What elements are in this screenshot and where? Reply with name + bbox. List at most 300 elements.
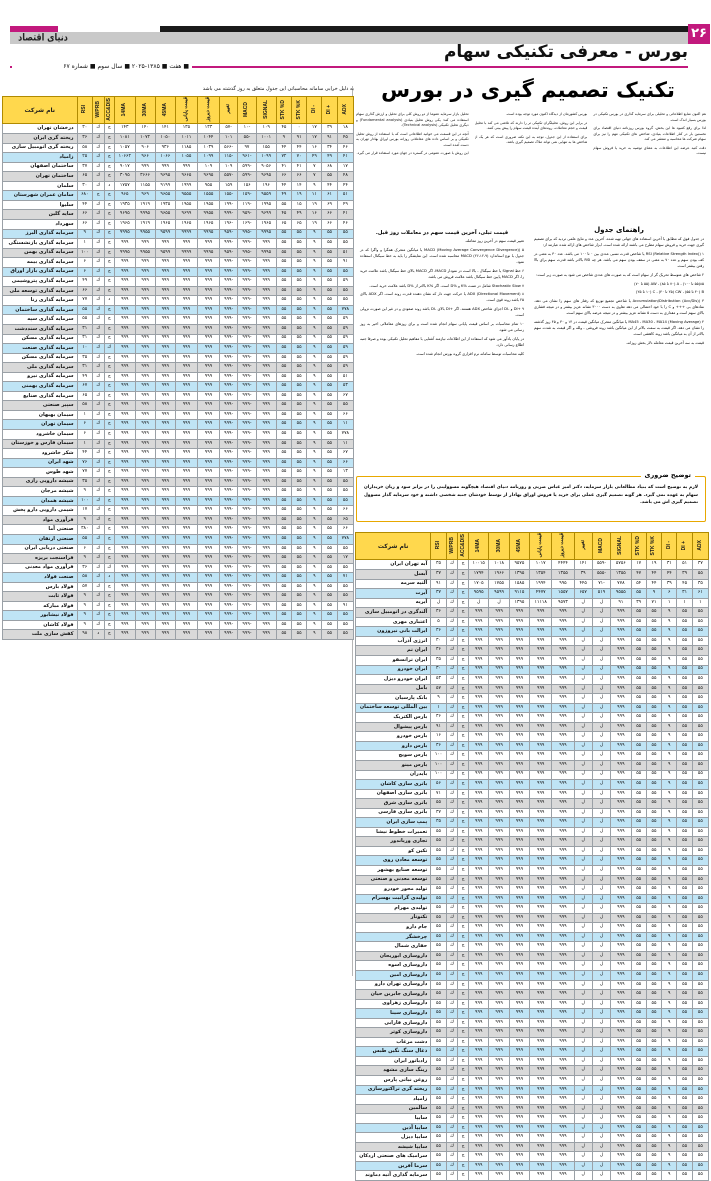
cell-adx: ۵۵ [692, 894, 708, 904]
table-row[interactable] [3, 592, 354, 602]
cell-pdi: ۵۵ [677, 636, 692, 646]
column-header-p_last[interactable] [175, 97, 197, 124]
cell-change: ل [574, 684, 592, 694]
table-row[interactable] [3, 544, 354, 554]
table-row[interactable] [356, 1009, 709, 1019]
cell-ma14: ۹۶۹۵ [115, 210, 135, 220]
cell-change: -۹۹۹ [220, 286, 238, 296]
table-row[interactable] [3, 363, 354, 373]
cell-wpr: ك [446, 980, 458, 990]
table-row[interactable] [3, 181, 354, 191]
table-row[interactable] [356, 598, 709, 608]
table-row[interactable] [356, 694, 709, 704]
cell-change: ل [574, 1123, 592, 1133]
cell-wpr: ك [446, 780, 458, 790]
stock-table-top[interactable] [2, 96, 354, 640]
cell-rsi: ۳۷ [431, 589, 446, 599]
table-row[interactable] [356, 560, 709, 570]
table-row[interactable] [3, 344, 354, 354]
table-row[interactable] [3, 611, 354, 621]
column-header-label: ADX [696, 539, 703, 551]
cell-p_last: ۹۹۹ [530, 818, 552, 828]
column-header-wpr[interactable] [446, 533, 458, 560]
cell-rsi: ۵۵ [431, 1142, 446, 1152]
cell-macd: -۹۹۹ [238, 573, 256, 583]
cell-ma14: ۹۹۹ [468, 1028, 488, 1038]
cell-ma30: ۹۹۹ [489, 1114, 509, 1124]
table-row[interactable] [3, 239, 354, 249]
column-header-signal[interactable] [611, 533, 631, 560]
column-header-ma30[interactable] [489, 533, 509, 560]
cell-macd: ل [592, 951, 610, 961]
cell-ndi: ۹ [662, 1018, 677, 1028]
cell-change: ل [574, 1037, 592, 1047]
cell-ndi: ۹ [662, 789, 677, 799]
cell-signal: ۹۹۹ [256, 535, 276, 545]
table-row[interactable] [3, 210, 354, 220]
table-row[interactable] [3, 248, 354, 258]
stock-table-bottom[interactable] [355, 532, 709, 1181]
column-header-ndi[interactable] [307, 97, 322, 124]
cell-change: ل [574, 1085, 592, 1095]
cell-rsi: ۵۵ [77, 315, 92, 325]
table-row[interactable] [3, 315, 354, 325]
cell-macd: ل [592, 837, 610, 847]
table-row[interactable] [3, 573, 354, 583]
cell-company-name: پمپ سازی ایران [356, 818, 431, 828]
table-row[interactable] [356, 713, 709, 723]
cell-company-name: باتری سازی اصفهان [356, 789, 431, 799]
cell-p_last: ۹۹۹ [530, 780, 552, 790]
table-row[interactable] [356, 856, 709, 866]
cell-adx: ۵۵ [692, 961, 708, 971]
cell-accdis: ج [458, 1066, 469, 1076]
cell-change: ل [574, 980, 592, 990]
cell-stk_d: ۵۵ [631, 1066, 646, 1076]
table-row[interactable] [356, 1142, 709, 1152]
cell-ma45: ۹۹۹ [155, 429, 175, 439]
cell-signal: ۹۹۹ [611, 971, 631, 981]
table-row[interactable] [356, 722, 709, 732]
cell-stk_k: ۵۵ [292, 458, 307, 468]
table-row[interactable] [356, 589, 709, 599]
table-row[interactable] [3, 506, 354, 516]
table-row[interactable] [356, 885, 709, 895]
cell-stk_d: ۴۵ [276, 210, 291, 220]
article-title: تکنیک تصمیم گیری در بورس [381, 78, 675, 102]
table-row[interactable] [3, 630, 354, 640]
table-row[interactable] [356, 579, 709, 589]
cell-macd: ل [592, 646, 610, 656]
table-row[interactable] [356, 894, 709, 904]
cell-stk_k: ۵۵ [646, 1161, 661, 1171]
table-row[interactable] [3, 401, 354, 411]
column-header-ma14[interactable] [115, 97, 135, 124]
cell-p_last: ۱۱۸۵ [175, 143, 197, 153]
column-header-rsi[interactable] [77, 97, 92, 124]
column-header-rsi[interactable] [431, 533, 446, 560]
table-row[interactable] [356, 570, 709, 580]
cell-stk_d: ۵۵ [276, 248, 291, 258]
cell-signal: ۹۶۹۵ [256, 172, 276, 182]
cell-ma45: ۹۹۹ [509, 1152, 529, 1162]
table-row[interactable] [356, 1171, 709, 1181]
cell-ma45: ۹۹۹ [155, 477, 175, 487]
cell-ndi: ۹ [662, 846, 677, 856]
cell-ndi: ۹ [307, 563, 322, 573]
table-row[interactable] [356, 846, 709, 856]
cell-p_prev: ۹۹۹ [552, 913, 574, 923]
cell-ma14: ۹۹۹ [468, 694, 488, 704]
table-row[interactable] [356, 1095, 709, 1105]
table-row[interactable] [356, 980, 709, 990]
cell-wpr: ك [446, 589, 458, 599]
table-row[interactable] [3, 477, 354, 487]
cell-ndi: ۹ [662, 1047, 677, 1057]
table-row[interactable] [356, 1152, 709, 1162]
table-row[interactable] [3, 353, 354, 363]
cell-ma45: ۹۹۹ [509, 865, 529, 875]
table-row[interactable] [3, 172, 354, 182]
cell-company-name: شیمی دارویی دارو پخش [3, 506, 78, 516]
cell-p_prev: ۹۹۹ [552, 980, 574, 990]
cell-ma14: ۹۹۹ [115, 324, 135, 334]
table-row[interactable] [356, 999, 709, 1009]
cell-macd: ل [592, 1037, 610, 1047]
cell-pdi: ۵۵ [677, 799, 692, 809]
cell-macd: ل [592, 913, 610, 923]
cell-ma14: ۱۷۹۴ [468, 570, 488, 580]
cell-p_last: ۹۹۹ [175, 353, 197, 363]
cell-p_last: ۹۹۹ [530, 885, 552, 895]
cell-change: ۳۹ [574, 570, 592, 580]
column-header-pdi[interactable] [322, 97, 337, 124]
cell-ma45: ۹۹۹ [155, 305, 175, 315]
cell-ndi: ۹ [662, 980, 677, 990]
cell-stk_k: ۵۵ [646, 875, 661, 885]
cell-macd: -۹۹۹ [238, 315, 256, 325]
cell-p_prev: ۹۹۹ [197, 372, 219, 382]
cell-change: -۹۹۹ [220, 277, 238, 287]
column-header-ma45[interactable] [509, 533, 529, 560]
table-row[interactable] [356, 961, 709, 971]
table-row[interactable] [356, 837, 709, 847]
table-row[interactable] [356, 990, 709, 1000]
cell-wpr: ك [92, 544, 104, 554]
column-header-change[interactable] [574, 533, 592, 560]
cell-stk_d: ۵۵ [276, 601, 291, 611]
cell-ndi: ۹ [662, 894, 677, 904]
cell-pdi: ۵۵ [677, 713, 692, 723]
table-row[interactable] [356, 627, 709, 637]
article-paragraph: بورس کشورمان از دیدگاه اکنون مورد توجه بوده است. [505, 112, 588, 116]
table-row[interactable] [3, 229, 354, 239]
table-row[interactable] [3, 601, 354, 611]
table-row[interactable] [356, 675, 709, 685]
table-row[interactable] [356, 703, 709, 713]
table-row[interactable] [356, 913, 709, 923]
table-row[interactable] [356, 942, 709, 952]
cell-rsi: ۵۵ [431, 799, 446, 809]
column-header-stk_d[interactable] [631, 533, 646, 560]
column-header-stk_k[interactable] [646, 533, 661, 560]
column-header-name[interactable]: نام شرکت [356, 533, 431, 560]
table-row[interactable] [3, 563, 354, 573]
cell-accdis: ج [458, 789, 469, 799]
table-row[interactable] [356, 827, 709, 837]
cell-stk_d: ۵۵ [631, 665, 646, 675]
cell-ma14: ۹۹۹ [468, 999, 488, 1009]
cell-pdi: ۵۵ [322, 353, 337, 363]
cell-accdis: ج [458, 722, 469, 732]
cell-accdis: ج [104, 601, 115, 611]
table-row[interactable] [3, 162, 354, 172]
table-row[interactable] [3, 382, 354, 392]
table-row[interactable] [3, 296, 354, 306]
cell-stk_d: ۴۴ [276, 181, 291, 191]
table-row[interactable] [3, 267, 354, 277]
cell-ndi: ۹ [662, 703, 677, 713]
column-header-p_last[interactable] [530, 533, 552, 560]
table-row[interactable] [3, 286, 354, 296]
cell-company-name: فولاد نیشابور [3, 611, 78, 621]
table-row[interactable] [3, 391, 354, 401]
column-header-wpr[interactable] [92, 97, 104, 124]
cell-ma45: ۹۹۹ [155, 554, 175, 564]
table-row[interactable] [356, 1133, 709, 1143]
cell-ma45: ۹۹۹ [509, 694, 529, 704]
table-row[interactable] [3, 420, 354, 430]
cell-company-name: داروسازی زهراوی [356, 999, 431, 1009]
cell-company-name: سایپا [356, 1114, 431, 1124]
column-header-macd[interactable] [238, 97, 256, 124]
cell-signal: ۱۳۵۵ [611, 570, 631, 580]
cell-p_prev: ۹۹۹ [197, 592, 219, 602]
column-header-name[interactable]: نام شرکت [3, 97, 78, 124]
table-row[interactable] [356, 1056, 709, 1066]
cell-stk_d: ۵۵ [276, 468, 291, 478]
table-row[interactable] [356, 646, 709, 656]
table-row[interactable] [3, 487, 354, 497]
cell-stk_d: ۵۵ [631, 1104, 646, 1114]
table-row[interactable] [356, 760, 709, 770]
table-row[interactable] [356, 770, 709, 780]
table-row[interactable] [356, 636, 709, 646]
cell-wpr: ك [92, 296, 104, 306]
cell-ma30: ۹۹۹ [489, 799, 509, 809]
table-row[interactable] [356, 751, 709, 761]
column-header-adx[interactable] [692, 533, 708, 560]
table-row[interactable] [356, 932, 709, 942]
column-header-accdis[interactable] [104, 97, 115, 124]
cell-ma30: ۹۹۹ [489, 894, 509, 904]
table-row[interactable] [356, 684, 709, 694]
table-row[interactable] [3, 535, 354, 545]
table-row[interactable] [356, 1161, 709, 1171]
cell-rsi: ۵۵ [77, 305, 92, 315]
table-row[interactable] [356, 818, 709, 828]
table-row[interactable] [356, 1123, 709, 1133]
table-row[interactable] [356, 608, 709, 618]
cell-signal: ۹۹۹ [256, 496, 276, 506]
cell-stk_k: ۴۱ [292, 162, 307, 172]
table-row[interactable] [3, 496, 354, 506]
cell-stk_d: ۱۷ [631, 560, 646, 570]
table-row[interactable] [356, 1114, 709, 1124]
table-row[interactable] [356, 799, 709, 809]
cell-ma30: ۹۹۹ [489, 1171, 509, 1181]
cell-pdi: ۵۵ [677, 980, 692, 990]
cell-macd: -۹۹۹ [238, 468, 256, 478]
table-row[interactable] [356, 1066, 709, 1076]
column-header-change[interactable] [220, 97, 238, 124]
table-row[interactable] [356, 875, 709, 885]
cell-wpr: ك [446, 1171, 458, 1181]
cell-p_prev: ۹۹۹ [552, 904, 574, 914]
table-row[interactable] [3, 468, 354, 478]
table-row[interactable] [3, 124, 354, 134]
table-row[interactable] [3, 134, 354, 144]
table-row[interactable] [356, 780, 709, 790]
column-header-ma14[interactable] [468, 533, 488, 560]
cell-macd: ۱۵۶ [238, 181, 256, 191]
cell-adx: ۵۵ [337, 544, 353, 554]
table-row[interactable] [3, 324, 354, 334]
cell-macd: ل [592, 780, 610, 790]
column-header-ma45[interactable] [155, 97, 175, 124]
table-row[interactable] [356, 789, 709, 799]
table-row[interactable] [3, 458, 354, 468]
table-row[interactable] [356, 1018, 709, 1028]
cell-stk_k: ۵۵ [646, 856, 661, 866]
table-row[interactable] [3, 439, 354, 449]
cell-ma45: ۹۹۹ [155, 334, 175, 344]
cell-ndi: ۹ [662, 780, 677, 790]
cell-accdis: ج [104, 525, 115, 535]
table-row[interactable] [3, 305, 354, 315]
table-row[interactable] [356, 665, 709, 675]
column-header-macd[interactable] [592, 533, 610, 560]
cell-p_last: ۹۹۹ [530, 1076, 552, 1086]
table-row[interactable] [3, 143, 354, 153]
column-header-p_prev[interactable] [197, 97, 219, 124]
cell-stk_k: ۵۵ [646, 1009, 661, 1019]
cell-wpr: ك [92, 592, 104, 602]
cell-company-name: توسعه معدنی و صنعتی [356, 875, 431, 885]
cell-pdi: ۵۵ [322, 554, 337, 564]
table-row[interactable] [3, 258, 354, 268]
column-header-ndi[interactable] [662, 533, 677, 560]
cell-ma30: ۹۹۹ [135, 449, 155, 459]
table-row[interactable] [356, 951, 709, 961]
column-header-p_prev[interactable] [552, 533, 574, 560]
table-row[interactable] [3, 429, 354, 439]
cell-macd: -۹۹۹ [238, 267, 256, 277]
cell-change: -۹۹۹ [220, 458, 238, 468]
cell-p_prev: ۴۴۴۴ [552, 560, 574, 570]
column-header-stk_d[interactable] [276, 97, 291, 124]
cell-ma45: ۹۹۹ [509, 1056, 529, 1066]
table-row[interactable] [3, 554, 354, 564]
cell-wpr: ك [446, 1152, 458, 1162]
table-row[interactable] [356, 971, 709, 981]
table-row[interactable] [356, 732, 709, 742]
cell-ma45: ۹۹۹ [509, 665, 529, 675]
table-row[interactable] [356, 904, 709, 914]
table-row[interactable] [356, 655, 709, 665]
cell-ndi: ۹ [307, 181, 322, 191]
cell-wpr: ك [446, 1085, 458, 1095]
table-row[interactable] [356, 1104, 709, 1114]
cell-ma30: ۹۹۹ [489, 1009, 509, 1019]
table-row[interactable] [3, 153, 354, 163]
table-row[interactable] [356, 1037, 709, 1047]
cell-signal: ۹۹۹ [611, 1066, 631, 1076]
table-row[interactable] [3, 620, 354, 630]
cell-accdis: ج [458, 875, 469, 885]
cell-company-name: انرژی آذرآب [356, 636, 431, 646]
column-header-signal[interactable] [256, 97, 276, 124]
table-row[interactable] [3, 334, 354, 344]
table-row[interactable] [3, 200, 354, 210]
cell-signal: ۹۹۹ [611, 1076, 631, 1086]
table-row[interactable] [3, 219, 354, 229]
table-row[interactable] [356, 923, 709, 933]
cell-company-name: بین المللی توسعه ساختمان [356, 703, 431, 713]
table-row[interactable] [3, 277, 354, 287]
cell-ndi: ۹ [662, 608, 677, 618]
cell-accdis: ج [104, 439, 115, 449]
table-row[interactable] [3, 525, 354, 535]
cell-accdis: ج [104, 611, 115, 621]
cell-company-name: فرآوری مواد [3, 515, 78, 525]
table-row[interactable] [356, 617, 709, 627]
cell-wpr: ك [446, 770, 458, 780]
cell-rsi: ۳۷ [431, 808, 446, 818]
table-row[interactable] [356, 1028, 709, 1038]
table-row[interactable] [356, 808, 709, 818]
column-header-accdis[interactable] [458, 533, 469, 560]
cell-p_last: ۹۹۹ [175, 630, 197, 640]
table-row[interactable] [3, 449, 354, 459]
cell-rsi: ۵۵ [431, 827, 446, 837]
table-row[interactable] [3, 410, 354, 420]
cell-stk_d: ۵۵ [631, 1056, 646, 1066]
table-row[interactable] [3, 582, 354, 592]
table-row[interactable] [356, 1085, 709, 1095]
cell-rsi: ۳۰ [431, 636, 446, 646]
table-row[interactable] [356, 1076, 709, 1086]
column-header-stk_k[interactable] [292, 97, 307, 124]
table-row[interactable] [3, 515, 354, 525]
cell-macd: ۵۱۹ [592, 589, 610, 599]
table-row[interactable] [356, 741, 709, 751]
cell-ndi: ۹ [662, 999, 677, 1009]
cell-ma45: ۹۹۹ [155, 506, 175, 516]
table-row[interactable] [356, 865, 709, 875]
table-row[interactable] [3, 191, 354, 201]
column-header-ma30[interactable] [135, 97, 155, 124]
column-header-adx[interactable] [337, 97, 353, 124]
cell-stk_k: ۵۵ [646, 675, 661, 685]
table-row[interactable] [3, 372, 354, 382]
cell-wpr: ك [92, 620, 104, 630]
cell-ma14: ۹۹۹ [468, 827, 488, 837]
cell-ndi: ۹ [662, 722, 677, 732]
column-header-pdi[interactable] [677, 533, 692, 560]
table-row[interactable] [356, 1047, 709, 1057]
cell-accdis: ج [458, 1104, 469, 1114]
